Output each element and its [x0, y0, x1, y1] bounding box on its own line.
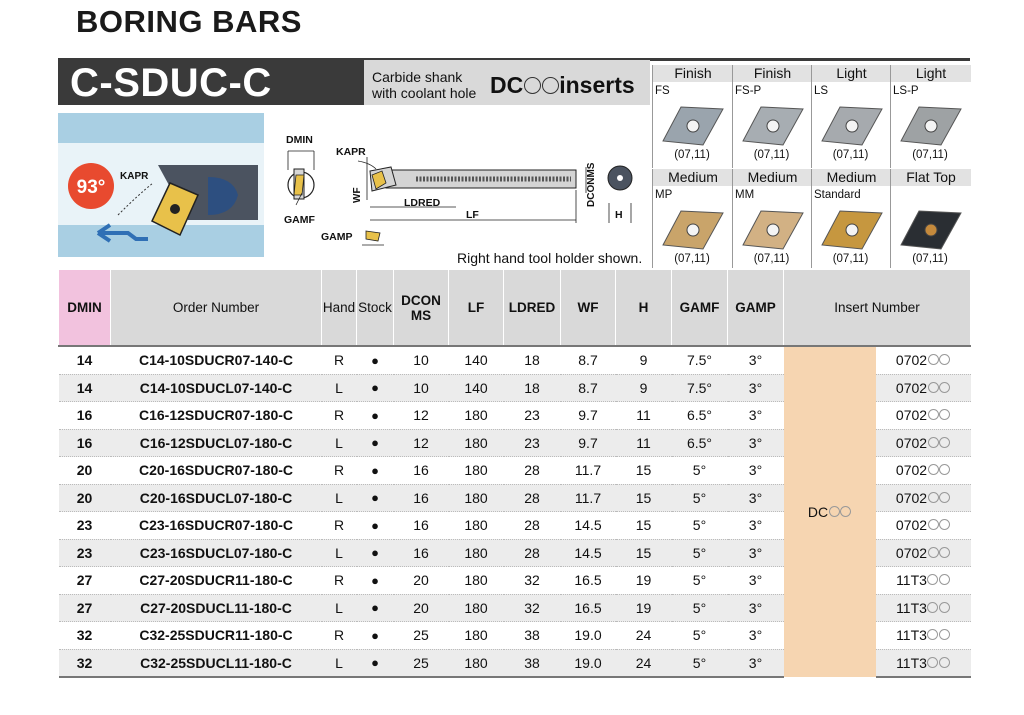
- cell-stock: ●: [357, 429, 394, 457]
- kapr-label: KAPR: [336, 146, 366, 158]
- cell-stock: ●: [357, 402, 394, 430]
- cell-lf: 180: [449, 512, 504, 540]
- cell-gamp: 3°: [728, 484, 784, 512]
- insert-group-label: DC: [807, 504, 829, 520]
- cell-insert-number: [876, 539, 971, 567]
- insert-number-text: 0702: [895, 517, 928, 534]
- cell-wf: 19.0: [561, 649, 616, 677]
- cell-hand: L: [322, 539, 357, 567]
- insert-image-icon: [657, 205, 727, 253]
- placeholder-circle-icon: [939, 492, 950, 503]
- cell-order-number: C27-20SDUCR11-180-C: [111, 567, 322, 595]
- table-header-row: [59, 270, 971, 347]
- placeholder-circle-icon: [939, 629, 950, 640]
- insert-grade-label: Light: [811, 65, 891, 82]
- insert-grade-label: Medium: [732, 169, 812, 186]
- cell-h: 11: [616, 402, 672, 430]
- cell-stock: ●: [357, 346, 394, 374]
- cell-dconms: 10: [394, 374, 449, 402]
- cell-gamf: 7.5°: [672, 374, 728, 402]
- placeholder-circle-icon: [928, 492, 939, 503]
- placeholder-circle-icon: [939, 382, 950, 393]
- col-header-gamf: GAMF: [672, 270, 728, 347]
- cell-gamf: 5°: [672, 567, 728, 595]
- insert-grade-code: MM: [735, 189, 755, 201]
- cell-ldred: 18: [504, 374, 561, 402]
- cell-wf: 9.7: [561, 429, 616, 457]
- insert-number-text: 11T3: [896, 599, 927, 616]
- cell-wf: 11.7: [561, 457, 616, 485]
- cell-lf: 180: [449, 457, 504, 485]
- cell-dmin: 27: [59, 567, 111, 595]
- col-header-ldred: LDRED: [504, 270, 561, 347]
- cell-order-number: C23-16SDUCL07-180-C: [111, 539, 322, 567]
- cell-gamf: 6.5°: [672, 429, 728, 457]
- cell-dmin: 23: [59, 539, 111, 567]
- cell-hand: L: [322, 649, 357, 677]
- cell-stock: ●: [357, 374, 394, 402]
- cell-stock: ●: [357, 539, 394, 567]
- insert-number-text: 0702: [895, 462, 928, 479]
- cell-lf: 140: [449, 374, 504, 402]
- h-label: H: [615, 209, 623, 221]
- cell-hand: R: [322, 567, 357, 595]
- cell-stock: ●: [357, 622, 394, 650]
- col-header-dmin: DMIN: [59, 270, 111, 347]
- placeholder-circle-icon: [928, 519, 939, 530]
- insert-group-cell: [784, 346, 876, 677]
- cell-insert-number: [876, 429, 971, 457]
- cell-ldred: 38: [504, 649, 561, 677]
- cell-dmin: 32: [59, 649, 111, 677]
- insert-grade-label: Medium: [652, 169, 733, 186]
- placeholder-circle-icon: [927, 574, 938, 585]
- cell-hand: L: [322, 484, 357, 512]
- insert-grade-size: (07,11): [912, 149, 948, 161]
- insert-grade-code: FS: [655, 85, 670, 97]
- tool-dimension-drawing: [266, 105, 651, 267]
- cell-lf: 180: [449, 539, 504, 567]
- right-hand-note: Right hand tool holder shown.: [457, 250, 643, 266]
- cell-hand: R: [322, 622, 357, 650]
- placeholder-circle-icon: [928, 437, 939, 448]
- col-header-stock: Stock: [357, 270, 394, 347]
- insert-grade-size: (07,11): [912, 253, 948, 265]
- insert-grade-code: MP: [655, 189, 673, 201]
- insert-grade-label: Finish: [732, 65, 812, 82]
- cell-dconms: 16: [394, 484, 449, 512]
- col-header-order-number: Order Number: [111, 270, 322, 347]
- insert-grade-size: (07,11): [753, 253, 790, 265]
- cell-order-number: C20-16SDUCR07-180-C: [111, 457, 322, 485]
- insert-number-text: 0702: [895, 379, 928, 396]
- insert-type-suffix: inserts: [559, 72, 635, 98]
- cell-lf: 180: [449, 567, 504, 595]
- cell-gamf: 5°: [672, 622, 728, 650]
- insert-type-title: [490, 72, 635, 99]
- gamp-label: GAMP: [321, 231, 353, 243]
- wf-label: WF: [352, 187, 363, 203]
- cell-ldred: 28: [504, 457, 561, 485]
- cell-dmin: 16: [59, 429, 111, 457]
- cell-dmin: 16: [59, 402, 111, 430]
- placeholder-circle-icon: [927, 657, 938, 668]
- cell-h: 9: [616, 374, 672, 402]
- cell-hand: R: [322, 402, 357, 430]
- gamf-label: GAMF: [284, 214, 315, 226]
- cell-gamf: 5°: [672, 539, 728, 567]
- cell-h: 11: [616, 429, 672, 457]
- cell-insert-number: [876, 484, 971, 512]
- cell-h: 19: [616, 567, 672, 595]
- cell-stock: ●: [357, 512, 394, 540]
- insert-grade-size: (07,11): [674, 253, 710, 265]
- placeholder-circle-icon: [928, 354, 939, 365]
- cell-h: 24: [616, 649, 672, 677]
- insert-image-icon: [895, 205, 965, 253]
- insert-number-text: 0702: [895, 544, 928, 561]
- cell-order-number: C14-10SDUCL07-140-C: [111, 374, 322, 402]
- cell-order-number: C14-10SDUCR07-140-C: [111, 346, 322, 374]
- cell-hand: R: [322, 512, 357, 540]
- placeholder-circle-icon: [542, 77, 559, 94]
- cell-h: 24: [616, 622, 672, 650]
- cell-lf: 180: [449, 429, 504, 457]
- cell-stock: ●: [357, 567, 394, 595]
- cell-dconms: 16: [394, 539, 449, 567]
- cell-gamp: 3°: [728, 539, 784, 567]
- insert-type-prefix: DC: [490, 72, 524, 98]
- cell-gamf: 5°: [672, 457, 728, 485]
- cell-dmin: 27: [59, 594, 111, 622]
- cell-dconms: 20: [394, 567, 449, 595]
- insert-grade-label: Light: [890, 65, 971, 82]
- cell-dmin: 20: [59, 484, 111, 512]
- cell-hand: R: [322, 457, 357, 485]
- cell-lf: 180: [449, 622, 504, 650]
- cell-stock: ●: [357, 484, 394, 512]
- cell-ldred: 32: [504, 567, 561, 595]
- cell-dmin: 32: [59, 622, 111, 650]
- cell-stock: ●: [357, 457, 394, 485]
- angle-badge-label: 93°: [76, 177, 106, 198]
- cell-gamp: 3°: [728, 622, 784, 650]
- cell-gamp: 3°: [728, 594, 784, 622]
- insert-image-icon: [895, 101, 965, 149]
- cell-order-number: C16-12SDUCL07-180-C: [111, 429, 322, 457]
- dconms-label: DCONMS: [586, 162, 597, 207]
- insert-grade-code: Standard: [814, 189, 861, 201]
- cell-gamf: 6.5°: [672, 402, 728, 430]
- insert-grade-size: (07,11): [674, 149, 710, 161]
- placeholder-circle-icon: [927, 602, 938, 613]
- placeholder-circle-icon: [928, 547, 939, 558]
- cell-wf: 9.7: [561, 402, 616, 430]
- cell-ldred: 28: [504, 539, 561, 567]
- cell-gamp: 3°: [728, 429, 784, 457]
- insert-number-text: 0702: [895, 352, 928, 369]
- insert-number-text: 0702: [895, 434, 928, 451]
- col-header-h: H: [616, 270, 672, 347]
- cell-wf: 8.7: [561, 346, 616, 374]
- cell-order-number: C20-16SDUCL07-180-C: [111, 484, 322, 512]
- cell-ldred: 23: [504, 402, 561, 430]
- lf-label: LF: [466, 209, 479, 221]
- cell-ldred: 18: [504, 346, 561, 374]
- cell-dmin: 20: [59, 457, 111, 485]
- cell-lf: 180: [449, 649, 504, 677]
- insert-number-text: 11T3: [896, 627, 927, 644]
- placeholder-circle-icon: [829, 506, 840, 517]
- cell-h: 19: [616, 594, 672, 622]
- cell-gamf: 7.5°: [672, 346, 728, 374]
- placeholder-circle-icon: [939, 547, 950, 558]
- cell-lf: 180: [449, 402, 504, 430]
- cell-gamf: 5°: [672, 484, 728, 512]
- insert-image-icon: [657, 101, 727, 149]
- cell-dconms: 20: [394, 594, 449, 622]
- shank-description-line2: with coolant hole: [372, 85, 477, 101]
- cell-insert-number: [876, 346, 971, 374]
- dmin-label: DMIN: [286, 134, 313, 146]
- insert-grade-label: Finish: [652, 65, 733, 82]
- insert-grade-code: LS-P: [893, 85, 919, 97]
- cell-order-number: C16-12SDUCR07-180-C: [111, 402, 322, 430]
- cell-ldred: 23: [504, 429, 561, 457]
- cell-dconms: 12: [394, 429, 449, 457]
- model-code: C-SDUC-C: [70, 61, 272, 105]
- col-header-dconms: DCON MS: [394, 270, 449, 347]
- cell-ldred: 28: [504, 484, 561, 512]
- insert-grade-code: LS: [814, 85, 829, 97]
- cell-ldred: 38: [504, 622, 561, 650]
- cell-h: 15: [616, 539, 672, 567]
- cell-insert-number: [876, 622, 971, 650]
- insert-image-icon: [737, 101, 807, 149]
- cell-wf: 16.5: [561, 594, 616, 622]
- placeholder-circle-icon: [939, 437, 950, 448]
- insert-image-icon: [816, 101, 886, 149]
- page-title: BORING BARS: [76, 4, 302, 39]
- cell-gamf: 5°: [672, 649, 728, 677]
- cell-dconms: 12: [394, 402, 449, 430]
- cell-dconms: 16: [394, 512, 449, 540]
- cell-lf: 180: [449, 594, 504, 622]
- insert-image-icon: [737, 205, 807, 253]
- insert-image-icon: [816, 205, 886, 253]
- cell-gamp: 3°: [728, 374, 784, 402]
- insert-number-text: 0702: [895, 489, 928, 506]
- insert-grade-label: Medium: [811, 169, 891, 186]
- col-header-wf: WF: [561, 270, 616, 347]
- insert-grade-code: FS-P: [735, 85, 762, 97]
- cell-gamp: 3°: [728, 649, 784, 677]
- cell-stock: ●: [357, 594, 394, 622]
- cell-wf: 14.5: [561, 512, 616, 540]
- cell-h: 15: [616, 484, 672, 512]
- ldred-label: LDRED: [404, 197, 441, 209]
- cell-hand: L: [322, 594, 357, 622]
- cell-gamp: 3°: [728, 567, 784, 595]
- placeholder-circle-icon: [928, 464, 939, 475]
- cell-gamp: 3°: [728, 346, 784, 374]
- cell-lf: 180: [449, 484, 504, 512]
- cell-wf: 14.5: [561, 539, 616, 567]
- cell-insert-number: [876, 649, 971, 677]
- cell-order-number: C27-20SDUCL11-180-C: [111, 594, 322, 622]
- cell-insert-number: [876, 374, 971, 402]
- cell-dmin: 14: [59, 374, 111, 402]
- placeholder-circle-icon: [939, 657, 950, 668]
- tool-application-illustration: [58, 105, 264, 267]
- cell-hand: R: [322, 346, 357, 374]
- placeholder-circle-icon: [927, 629, 938, 640]
- insert-number-text: 0702: [895, 407, 928, 424]
- insert-number-text: 11T3: [896, 572, 927, 589]
- cell-gamp: 3°: [728, 512, 784, 540]
- cell-order-number: C32-25SDUCL11-180-C: [111, 649, 322, 677]
- cell-h: 15: [616, 512, 672, 540]
- insert-grade-size: (07,11): [832, 149, 869, 161]
- cell-lf: 140: [449, 346, 504, 374]
- cell-dconms: 10: [394, 346, 449, 374]
- cell-gamf: 5°: [672, 512, 728, 540]
- cell-wf: 8.7: [561, 374, 616, 402]
- cell-order-number: C32-25SDUCR11-180-C: [111, 622, 322, 650]
- placeholder-circle-icon: [524, 77, 541, 94]
- cell-wf: 19.0: [561, 622, 616, 650]
- placeholder-circle-icon: [939, 354, 950, 365]
- placeholder-circle-icon: [939, 464, 950, 475]
- placeholder-circle-icon: [939, 574, 950, 585]
- shank-description-line1: Carbide shank: [372, 69, 463, 85]
- cell-dmin: 14: [59, 346, 111, 374]
- cell-gamp: 3°: [728, 457, 784, 485]
- col-header-gamp: GAMP: [728, 270, 784, 347]
- placeholder-circle-icon: [928, 409, 939, 420]
- col-header-hand: Hand: [322, 270, 357, 347]
- cell-insert-number: [876, 567, 971, 595]
- cell-gamp: 3°: [728, 402, 784, 430]
- cell-wf: 16.5: [561, 567, 616, 595]
- col-header-lf: LF: [449, 270, 504, 347]
- cell-dconms: 25: [394, 649, 449, 677]
- insert-grade-size: (07,11): [832, 253, 869, 265]
- cell-hand: L: [322, 374, 357, 402]
- cell-stock: ●: [357, 649, 394, 677]
- placeholder-circle-icon: [939, 602, 950, 613]
- col-header-insert-number: Insert Number: [784, 270, 971, 347]
- insert-grade-size: (07,11): [753, 149, 790, 161]
- table-row: [59, 346, 971, 374]
- cell-ldred: 28: [504, 512, 561, 540]
- cell-dconms: 16: [394, 457, 449, 485]
- cell-insert-number: [876, 457, 971, 485]
- cell-hand: L: [322, 429, 357, 457]
- cell-ldred: 32: [504, 594, 561, 622]
- cell-insert-number: [876, 594, 971, 622]
- insert-number-text: 11T3: [896, 654, 927, 671]
- cell-dconms: 25: [394, 622, 449, 650]
- insert-grade-label: Flat Top: [890, 169, 971, 186]
- placeholder-circle-icon: [928, 382, 939, 393]
- placeholder-circle-icon: [939, 519, 950, 530]
- cell-insert-number: [876, 402, 971, 430]
- cell-wf: 11.7: [561, 484, 616, 512]
- placeholder-circle-icon: [939, 409, 950, 420]
- cell-h: 15: [616, 457, 672, 485]
- kapr-label-left: KAPR: [120, 171, 149, 182]
- cell-h: 9: [616, 346, 672, 374]
- cell-order-number: C23-16SDUCR07-180-C: [111, 512, 322, 540]
- cell-dmin: 23: [59, 512, 111, 540]
- cell-gamf: 5°: [672, 594, 728, 622]
- cell-insert-number: [876, 512, 971, 540]
- spec-table: [58, 269, 971, 678]
- placeholder-circle-icon: [840, 506, 851, 517]
